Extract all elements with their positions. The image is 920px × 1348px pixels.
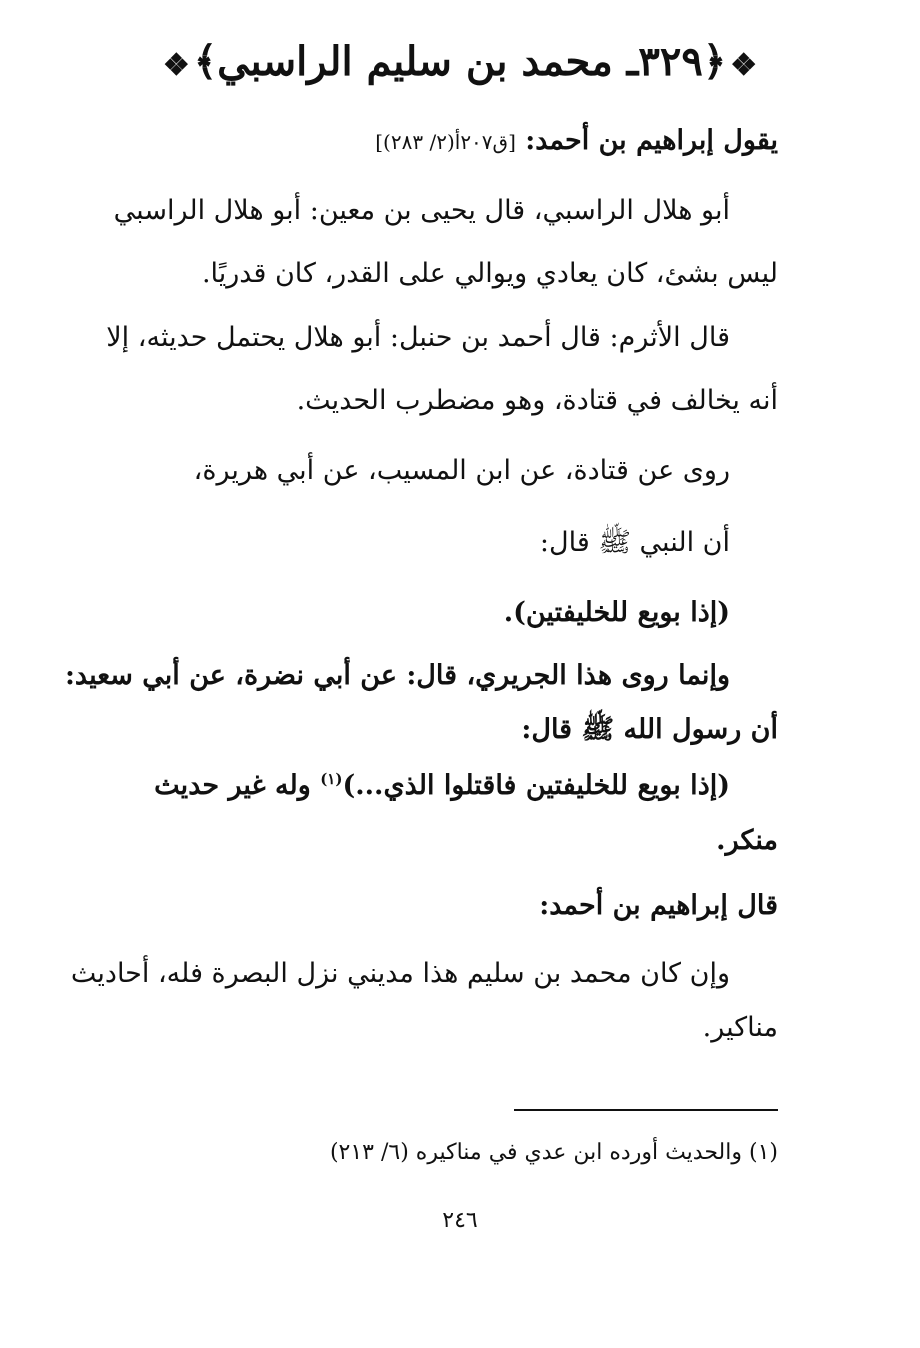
- hadith-text: (إذا بويع للخليفتين فاقتلوا الذي...): [342, 770, 730, 801]
- paragraph-line: روى عن قتادة، عن ابن المسيب، عن أبي هريرة،: [193, 455, 730, 486]
- page-number: ٢٤٦: [442, 1208, 478, 1233]
- manuscript-reference: [ق٢٠٧أ(٢/ ٢٨٣)]: [375, 130, 516, 154]
- paragraph-line: منكر.: [716, 825, 778, 856]
- paragraph-line: وإن كان محمد بن سليم هذا مديني نزل البصرة فله، أحاديث: [70, 958, 730, 989]
- footnote: (١) والحديث أورده ابن عدي في مناكيره (٦/ ٢١٣): [329, 1140, 778, 1165]
- title-ornament-icon: ❖: [162, 47, 190, 83]
- paragraph-text: وله غير حديث: [154, 770, 311, 801]
- header-label: يقول إبراهيم بن أحمد:: [525, 125, 778, 156]
- paragraph-line: أبو هلال الراسبي، قال يحيى بن معين: أبو هلال الراسبي: [113, 195, 730, 226]
- paragraph-line: وإنما روى هذا الجريري، قال: عن أبي نضرة، عن أبي سعيد:: [64, 660, 730, 691]
- header-line: [375, 125, 778, 156]
- paragraph-line: أنه يخالف في قتادة، وهو مضطرب الحديث.: [296, 385, 778, 416]
- hadith-text: (إذا بويع للخليفتين).: [503, 597, 730, 628]
- paragraph-line: ليس بشئ، كان يعادي ويوالي على القدر، كان قدريًا.: [201, 258, 778, 289]
- title-text: ﴿٣٢٩ـ محمد بن سليم الراسبي﴾: [193, 38, 727, 85]
- section-heading: قال إبراهيم بن أحمد:: [539, 890, 778, 921]
- page-title: [0, 38, 920, 85]
- paragraph-line: أن رسول الله ﷺ قال:: [521, 714, 778, 745]
- footnote-marker: (١): [320, 770, 343, 788]
- footnote-separator: [514, 1109, 778, 1111]
- paragraph-line: أن النبي ﷺ قال:: [539, 527, 730, 558]
- title-ornament-icon: ❖: [730, 47, 758, 83]
- paragraph-line: مناكير.: [702, 1012, 778, 1043]
- paragraph-line: قال الأثرم: قال أحمد بن حنبل: أبو هلال يحتمل حديثه، إلا: [106, 322, 730, 353]
- hadith-line: [154, 770, 730, 801]
